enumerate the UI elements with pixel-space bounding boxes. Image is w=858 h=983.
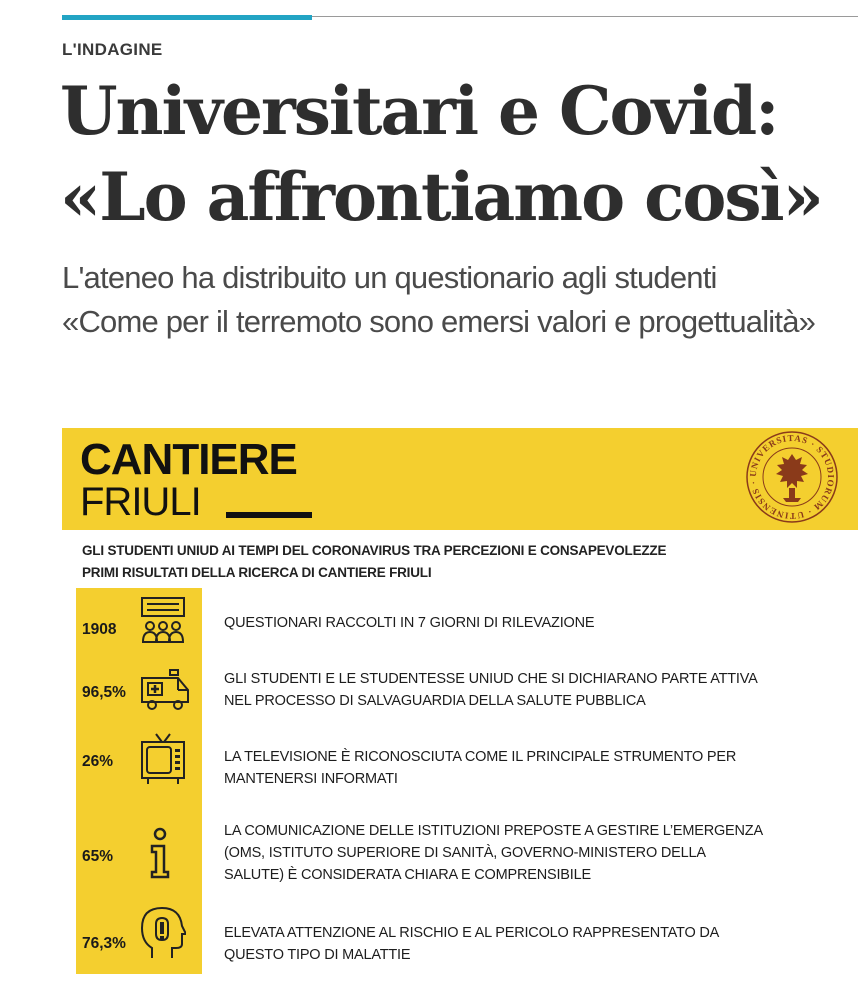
brand-subtitle: FRIULI [80, 480, 201, 524]
stat-value: 96,5% [82, 684, 126, 701]
infographic-banner [62, 428, 858, 530]
stat-description [224, 922, 719, 966]
stat-description-line: QUESTIONARI RACCOLTI IN 7 GIORNI DI RILEVAZIONE [224, 615, 595, 631]
kicker: L'INDAGINE [62, 40, 163, 59]
television-icon [138, 730, 190, 788]
headline [60, 68, 858, 240]
info-icon [138, 826, 178, 880]
stat-row [76, 820, 858, 890]
people-survey-icon [138, 596, 188, 650]
stat-row [76, 902, 858, 968]
stat-description [224, 746, 736, 790]
stat-value: 65% [82, 848, 114, 865]
stat-description [224, 668, 758, 712]
stat-description [224, 612, 594, 634]
intro-line-1: GLI STUDENTI UNIUD AI TEMPI DEL CORONAVIRUS TRA PERCEZIONI E CONSAPEVOLEZZE [82, 543, 667, 558]
headline-line-1: Universitari e Covid: [60, 72, 778, 150]
brand-title: CANTIERE [80, 435, 297, 484]
stat-row [76, 664, 858, 720]
intro-line-2: PRIMI RISULTATI DELLA RICERCA DI CANTIERE FRIULI [82, 565, 432, 580]
stat-description-line: ELEVATA ATTENZIONE AL RISCHIO E AL PERICOLO RAPPRESENTATO DA [224, 925, 720, 941]
stat-description-line: NEL PROCESSO DI SALVAGUARDIA DELLA SALUTE PUBBLICA [224, 693, 646, 709]
stat-description-line: SALUTE) È CONSIDERATA CHIARA E COMPRENSIBILE [224, 867, 591, 883]
section-accent-bar [62, 15, 312, 20]
stat-value: 1908 [82, 621, 117, 638]
stat-description-line: QUESTO TIPO DI MALATTIE [224, 947, 411, 963]
subheadline-line-1: L'ateneo ha distribuito un questionario agli studenti [62, 260, 717, 295]
university-seal-icon [745, 430, 839, 524]
subheadline [62, 256, 858, 344]
svg-text:UNIVERSITAS · STUDIORUM · UTIN: UNIVERSITAS · STUDIORUM · UTINENSIS · [747, 432, 837, 522]
stat-description-line: LA COMUNICAZIONE DELLE ISTITUZIONI PREPOSTE A GESTIRE L’EMERGENZA [224, 823, 763, 839]
stat-description-line: GLI STUDENTI E LE STUDENTESSE UNIUD CHE SI DICHIARANO PARTE ATTIVA [224, 671, 758, 687]
stat-value: 26% [82, 753, 114, 770]
brand-underline [226, 512, 312, 518]
head-warning-icon [138, 904, 186, 964]
stat-value: 76,3% [82, 935, 126, 952]
stat-row [76, 730, 858, 790]
headline-line-2: «Lo affrontiamo così» [60, 158, 822, 236]
stat-description [224, 820, 763, 886]
subheadline-line-2: «Come per il terremoto sono emersi valori e progettualità» [62, 304, 816, 339]
ambulance-icon [138, 668, 194, 714]
stat-description-line: (OMS, ISTITUTO SUPERIORE DI SANITÀ, GOVERNO-MINISTERO DELLA [224, 845, 706, 861]
stat-row [76, 596, 858, 652]
infographic-intro [82, 540, 666, 584]
stat-description-line: LA TELEVISIONE È RICONOSCIUTA COME IL PRINCIPALE STRUMENTO PER [224, 749, 737, 765]
stat-description-line: MANTENERSI INFORMATI [224, 771, 398, 787]
